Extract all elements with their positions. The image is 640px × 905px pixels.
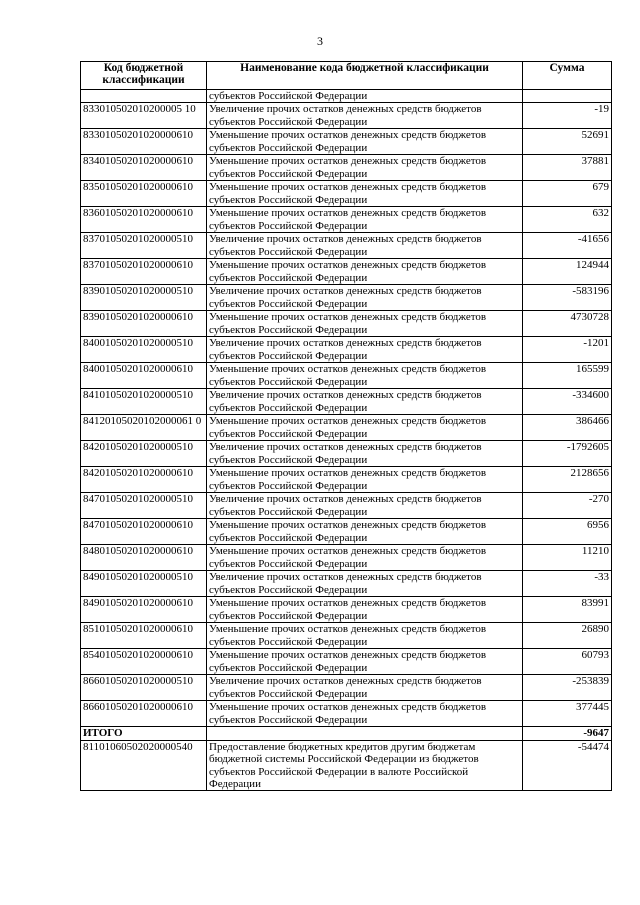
total-label: ИТОГО (81, 727, 207, 740)
code-cell: 84801050201020000610 (81, 545, 207, 571)
table-row (81, 389, 612, 415)
amount-cell: 386466 (523, 415, 612, 441)
name-cell: Уменьшение прочих остатков денежных средств бюджетов субъектов Российской Федерации (207, 519, 523, 545)
amount-cell: -1792605 (523, 441, 612, 467)
code-cell: 83701050201020000610 (81, 259, 207, 285)
code-cell: 83501050201020000610 (81, 181, 207, 207)
code-cell: 86601050201020000510 (81, 675, 207, 701)
name-cell: Увеличение прочих остатков денежных средств бюджетов субъектов Российской Федерации (207, 285, 523, 311)
name-cell: Предоставление бюджетных кредитов другим бюджетам бюджетной системы Российской Федерации из бюджетов субъектов Российской Федерации в валюте Российской Федерации (207, 740, 523, 791)
table-row (81, 740, 612, 791)
name-cell: Увеличение прочих остатков денежных средств бюджетов субъектов Российской Федерации (207, 337, 523, 363)
table-row (81, 259, 612, 285)
amount-cell: 6956 (523, 519, 612, 545)
name-cell: Увеличение прочих остатков денежных средств бюджетов субъектов Российской Федерации (207, 571, 523, 597)
amount-cell: -253839 (523, 675, 612, 701)
code-cell: 85101050201020000610 (81, 623, 207, 649)
amount-cell: -1201 (523, 337, 612, 363)
table-row (81, 493, 612, 519)
name-cell: Уменьшение прочих остатков денежных средств бюджетов субъектов Российской Федерации (207, 597, 523, 623)
page-number: 3 (317, 34, 323, 48)
code-cell: 81101060502020000540 (81, 740, 207, 791)
code-cell: 84201050201020000610 (81, 467, 207, 493)
code-cell: 833010502010200005 10 (81, 103, 207, 129)
amount-cell: 2128656 (523, 467, 612, 493)
table-row (81, 519, 612, 545)
code-cell: 85401050201020000610 (81, 649, 207, 675)
code-cell: 83701050201020000510 (81, 233, 207, 259)
code-cell: 83901050201020000610 (81, 311, 207, 337)
table-row (81, 623, 612, 649)
code-cell: 84901050201020000510 (81, 571, 207, 597)
table-row (81, 181, 612, 207)
code-cell: 84201050201020000510 (81, 441, 207, 467)
table-body (81, 90, 612, 791)
name-cell: Уменьшение прочих остатков денежных средств бюджетов субъектов Российской Федерации (207, 467, 523, 493)
amount-cell: 60793 (523, 649, 612, 675)
name-cell: Уменьшение прочих остатков денежных средств бюджетов субъектов Российской Федерации (207, 155, 523, 181)
table-row (81, 363, 612, 389)
header-code: Код бюджетной классификации (81, 62, 207, 90)
name-cell: Увеличение прочих остатков денежных средств бюджетов субъектов Российской Федерации (207, 103, 523, 129)
table-row (81, 675, 612, 701)
name-cell: Увеличение прочих остатков денежных средств бюджетов субъектов Российской Федерации (207, 441, 523, 467)
table-row (81, 285, 612, 311)
table-row (81, 207, 612, 233)
amount-cell: -270 (523, 493, 612, 519)
name-cell: Уменьшение прочих остатков денежных средств бюджетов субъектов Российской Федерации (207, 207, 523, 233)
amount-cell: -54474 (523, 740, 612, 791)
amount-cell: 52691 (523, 129, 612, 155)
header-name: Наименование кода бюджетной классификации (207, 62, 523, 90)
table-row (81, 155, 612, 181)
amount-cell: -19 (523, 103, 612, 129)
table-cell (207, 727, 523, 740)
amount-cell: 83991 (523, 597, 612, 623)
name-cell: Увеличение прочих остатков денежных средств бюджетов субъектов Российской Федерации (207, 675, 523, 701)
name-cell: Уменьшение прочих остатков денежных средств бюджетов субъектов Российской Федерации (207, 623, 523, 649)
table-row (81, 701, 612, 727)
table-row (81, 129, 612, 155)
name-cell: Уменьшение прочих остатков денежных средств бюджетов субъектов Российской Федерации (207, 649, 523, 675)
amount-cell: -41656 (523, 233, 612, 259)
amount-cell: 11210 (523, 545, 612, 571)
continuation-row (81, 90, 612, 103)
code-cell: 84001050201020000610 (81, 363, 207, 389)
amount-cell: -334600 (523, 389, 612, 415)
table-row (81, 415, 612, 441)
name-cell: Уменьшение прочих остатков денежных средств бюджетов субъектов Российской Федерации (207, 545, 523, 571)
code-cell: 83901050201020000510 (81, 285, 207, 311)
table-row (81, 233, 612, 259)
name-cell: Уменьшение прочих остатков денежных средств бюджетов субъектов Российской Федерации (207, 701, 523, 727)
code-cell: 84120105020102000061 0 (81, 415, 207, 441)
code-cell: 84001050201020000510 (81, 337, 207, 363)
header-amount: Сумма (523, 62, 612, 90)
amount-cell: 4730728 (523, 311, 612, 337)
code-cell: 83301050201020000610 (81, 129, 207, 155)
table-cell (81, 90, 207, 103)
name-cell: Увеличение прочих остатков денежных средств бюджетов субъектов Российской Федерации (207, 233, 523, 259)
table-row (81, 337, 612, 363)
table-row (81, 467, 612, 493)
table-header-row (81, 62, 612, 90)
continuation-text: субъектов Российской Федерации (207, 90, 523, 103)
code-cell: 83601050201020000610 (81, 207, 207, 233)
name-cell: Уменьшение прочих остатков денежных средств бюджетов субъектов Российской Федерации (207, 259, 523, 285)
name-cell: Уменьшение прочих остатков денежных средств бюджетов субъектов Российской Федерации (207, 311, 523, 337)
budget-table (80, 61, 612, 791)
amount-cell: -583196 (523, 285, 612, 311)
amount-cell: 632 (523, 207, 612, 233)
table-row (81, 311, 612, 337)
amount-cell: 679 (523, 181, 612, 207)
code-cell: 84701050201020000510 (81, 493, 207, 519)
name-cell: Увеличение прочих остатков денежных средств бюджетов субъектов Российской Федерации (207, 493, 523, 519)
table-row (81, 103, 612, 129)
code-cell: 84901050201020000610 (81, 597, 207, 623)
amount-cell: 377445 (523, 701, 612, 727)
name-cell: Увеличение прочих остатков денежных средств бюджетов субъектов Российской Федерации (207, 389, 523, 415)
table-row (81, 545, 612, 571)
name-cell: Уменьшение прочих остатков денежных средств бюджетов субъектов Российской Федерации (207, 181, 523, 207)
amount-cell: 165599 (523, 363, 612, 389)
total-row (81, 727, 612, 740)
code-cell: 86601050201020000610 (81, 701, 207, 727)
table-row (81, 597, 612, 623)
code-cell: 84701050201020000610 (81, 519, 207, 545)
table-cell (523, 90, 612, 103)
amount-cell: 26890 (523, 623, 612, 649)
table-row (81, 441, 612, 467)
name-cell: Уменьшение прочих остатков денежных средств бюджетов субъектов Российской Федерации (207, 363, 523, 389)
amount-cell: 37881 (523, 155, 612, 181)
code-cell: 83401050201020000610 (81, 155, 207, 181)
code-cell: 84101050201020000510 (81, 389, 207, 415)
amount-cell: -33 (523, 571, 612, 597)
amount-cell: 124944 (523, 259, 612, 285)
total-amount: -9647 (523, 727, 612, 740)
table-row (81, 649, 612, 675)
name-cell: Уменьшение прочих остатков денежных средств бюджетов субъектов Российской Федерации (207, 415, 523, 441)
name-cell: Уменьшение прочих остатков денежных средств бюджетов субъектов Российской Федерации (207, 129, 523, 155)
table-row (81, 571, 612, 597)
